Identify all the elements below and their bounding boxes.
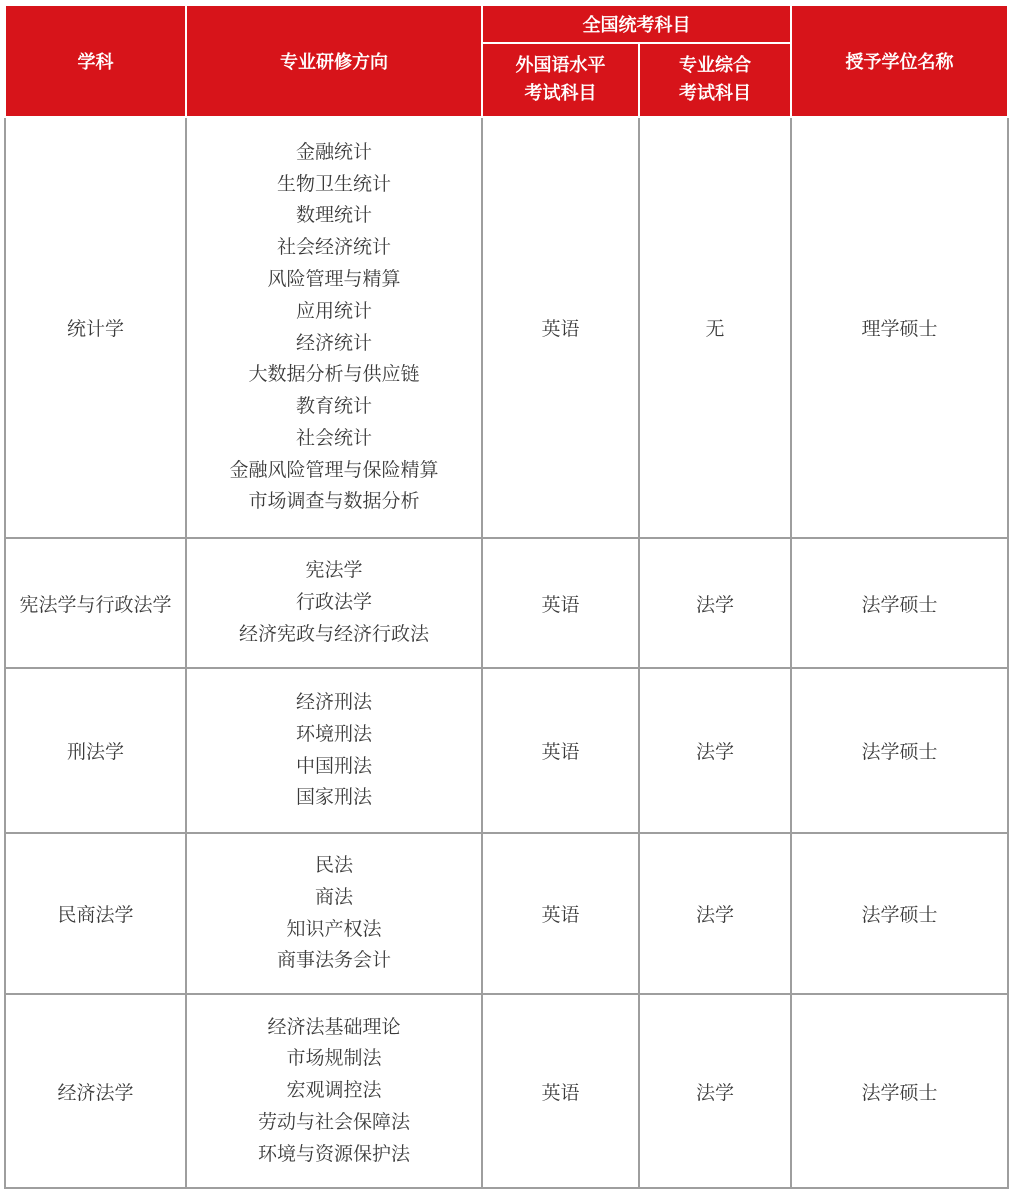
foreign-language-cell: 英语 — [482, 668, 639, 833]
direction-item: 教育统计 — [295, 395, 372, 418]
direction-item: 民法 — [314, 853, 353, 876]
direction-item: 知识产权法 — [286, 917, 382, 940]
direction-item: 金融风险管理与保险精算 — [229, 458, 439, 481]
direction-item: 经济刑法 — [295, 690, 372, 713]
direction-list — [187, 850, 481, 977]
header-comprehensive-line2: 考试科目 — [679, 83, 751, 104]
foreign-language-cell: 英语 — [482, 538, 639, 668]
direction-item: 商事法务会计 — [276, 949, 391, 972]
degree-cell: 理学硕士 — [791, 117, 1008, 538]
direction-item: 金融统计 — [295, 140, 372, 163]
subject-cell: 刑法学 — [5, 668, 186, 833]
direction-list — [187, 1012, 481, 1171]
comprehensive-cell: 法学 — [639, 833, 791, 994]
degree-cell: 法学硕士 — [791, 538, 1008, 668]
header-direction: 专业研修方向 — [186, 5, 482, 117]
degree-cell: 法学硕士 — [791, 668, 1008, 833]
table-body — [5, 117, 1008, 1188]
table-row — [5, 833, 1008, 994]
table-row — [5, 538, 1008, 668]
foreign-language-cell: 英语 — [482, 117, 639, 538]
direction-item: 风险管理与精算 — [267, 267, 401, 290]
table-row — [5, 117, 1008, 538]
direction-item: 市场规制法 — [286, 1047, 382, 1070]
subject-cell: 宪法学与行政法学 — [5, 538, 186, 668]
comprehensive-cell: 法学 — [639, 668, 791, 833]
subject-cell: 统计学 — [5, 117, 186, 538]
direction-cell — [186, 994, 482, 1188]
direction-item: 中国刑法 — [295, 754, 372, 777]
header-comprehensive-line1: 专业综合 — [679, 55, 751, 76]
header-foreign-language — [482, 43, 639, 117]
direction-list — [187, 687, 481, 814]
direction-list — [187, 555, 481, 650]
direction-cell — [186, 538, 482, 668]
direction-item: 劳动与社会保障法 — [257, 1110, 410, 1133]
table-row — [5, 994, 1008, 1188]
table-header — [5, 5, 1008, 117]
direction-item: 宪法学 — [305, 559, 363, 582]
comprehensive-cell: 法学 — [639, 538, 791, 668]
degree-cell: 法学硕士 — [791, 994, 1008, 1188]
header-foreign-language-line2: 考试科目 — [524, 83, 597, 104]
foreign-language-cell: 英语 — [482, 994, 639, 1188]
direction-cell — [186, 833, 482, 994]
direction-item: 环境刑法 — [295, 722, 372, 745]
direction-item: 宏观调控法 — [286, 1079, 382, 1102]
subject-cell: 经济法学 — [5, 994, 186, 1188]
direction-item: 数理统计 — [295, 204, 372, 227]
direction-item: 环境与资源保护法 — [257, 1142, 410, 1165]
degree-cell: 法学硕士 — [791, 833, 1008, 994]
subject-cell: 民商法学 — [5, 833, 186, 994]
header-foreign-language-line1: 外国语水平 — [515, 55, 606, 76]
header-comprehensive — [639, 43, 791, 117]
program-table — [4, 4, 1009, 1189]
direction-item: 社会统计 — [295, 426, 372, 449]
header-degree: 授予学位名称 — [791, 5, 1008, 117]
direction-item: 应用统计 — [295, 299, 372, 322]
direction-list — [187, 137, 481, 519]
direction-cell — [186, 668, 482, 833]
direction-item: 行政法学 — [295, 591, 372, 614]
direction-item: 经济法基础理论 — [267, 1015, 401, 1038]
header-national-exam: 全国统考科目 — [482, 5, 791, 43]
direction-cell — [186, 117, 482, 538]
table-row — [5, 668, 1008, 833]
comprehensive-cell: 法学 — [639, 994, 791, 1188]
foreign-language-cell: 英语 — [482, 833, 639, 994]
direction-item: 国家刑法 — [295, 786, 372, 809]
direction-item: 生物卫生统计 — [276, 172, 391, 195]
header-subject: 学科 — [5, 5, 186, 117]
comprehensive-cell: 无 — [639, 117, 791, 538]
direction-item: 大数据分析与供应链 — [248, 363, 420, 386]
direction-item: 经济宪政与经济行政法 — [238, 622, 429, 645]
direction-item: 社会经济统计 — [276, 236, 391, 259]
direction-item: 市场调查与数据分析 — [248, 490, 420, 513]
direction-item: 商法 — [314, 885, 353, 908]
direction-item: 经济统计 — [295, 331, 372, 354]
